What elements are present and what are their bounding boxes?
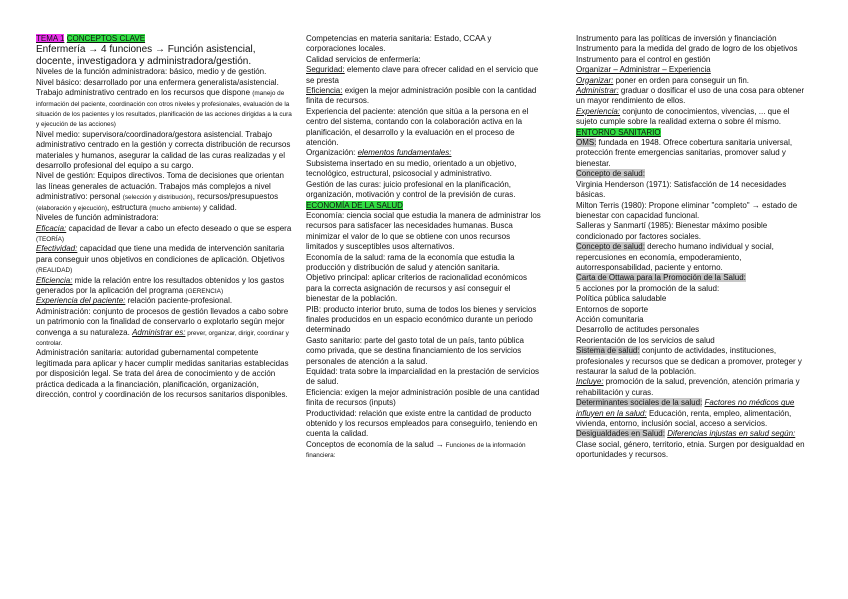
list-item-efectividad xyxy=(36,244,294,275)
nivel-gestion-mid-2: , estructura xyxy=(107,202,148,212)
list-item-terris: • Milton Terris (1980): Propone eliminar "completo" → estado de bienestar con capacidad funcional. xyxy=(576,201,812,222)
organizacion-text: Subsistema insertado en su medio, orientado a un objetivo, tecnológico, estructural, psicosocial y administrativo. xyxy=(306,158,517,179)
enfermeria-para: Enfermería → 4 funciones → Función asistencial, docente, investigadora y administradora/gestión. xyxy=(36,44,256,67)
list-item-instrumento-3: - Instrumento para el control en gestión xyxy=(576,55,812,65)
conceptos-para xyxy=(306,440,542,461)
productividad-para: Productividad: relación que existe entre la cantidad de producto obtenido y los recursos empleados para conseguirlo, teniendo en cuenta la calidad. xyxy=(306,408,538,439)
list-item-accion-4: - Desarrollo de actitudes personales xyxy=(576,325,812,335)
seguridad-label: Seguridad: xyxy=(306,65,345,75)
list-item-eficiencia xyxy=(306,86,542,107)
equidad-para: Equidad: trata sobre la imparcialidad en la prestación de servicios de salud. xyxy=(306,367,540,387)
organizacion-para xyxy=(306,148,542,179)
column-middle xyxy=(306,34,542,461)
determinantes-label: Determinantes sociales de la salud: xyxy=(576,398,703,408)
eficiencia2-para: Eficiencia: exigen la mejor administración posible de una cantidad finita de recursos (inputs) xyxy=(306,387,540,408)
administracion-para xyxy=(36,307,294,349)
column-left xyxy=(36,34,294,400)
gasto-para: Gasto sanitario: parte del gasto total de un país, tanto pública como privada, que se destina financiamiento de los servicios personales de atención a la salud. xyxy=(306,335,524,366)
admin-sanitaria-para: Administración sanitaria: autoridad gubernamental competente legitimada para aplicar y hacer cumplir medidas sanitarias establecidas por disposición legal. Se trata del área de conocimiento y de acción práctica dedicada a la financiación, planificación, organización, dirección, control y coordinación de los recursos sanitarios disponibles. xyxy=(36,348,289,399)
list-item-accion-2: - Entornos de soporte xyxy=(576,305,812,315)
experiencia-label: Experiencia: xyxy=(576,106,621,116)
entorno-title: ENTORNO SANITARIO xyxy=(576,127,661,137)
concepto-salud2-para xyxy=(576,242,812,273)
list-item-experiencia xyxy=(36,296,294,306)
tema-label: TEMA 1 xyxy=(36,34,65,43)
nivel-medio-para: Nivel medio: supervisora/coordinadora/gestora asistencial. Trabajo administrativo centrado en la gestión y correcta distribución de recursos materiales y humanos, asegurar la calidad de las curas realizadas y el desarrollo profesional del equipo a su cargo. xyxy=(36,129,291,171)
pib-para: PIB: producto interior bruto, suma de todos los bienes y servicios finales producidos en un espacio económico durante un periodo determinado xyxy=(306,304,537,335)
economia-para: Economía: ciencia social que estudia la manera de administrar los recursos para satisfacer las necesidades humanas. Busca minimizar el valor de lo que se obtiene con unos recursos limitados y susceptibles usos alternativos. xyxy=(306,210,541,252)
sistema-para xyxy=(576,346,812,377)
determinantes-para xyxy=(576,398,812,429)
incluye-text: promoción de la salud, prevención, atención primaria y rehabilitación y curas. xyxy=(576,377,800,397)
list-item-salleras: • Salleras y Sanmartí (1985): Bienestar máximo posible condicionado por factores sociales. xyxy=(576,221,812,242)
desigualdades-para xyxy=(576,429,812,460)
nivel-gestion-detail-1: (selección y distribución) xyxy=(122,194,193,202)
desigualdades-sub: Diferencias injustas en salud según: xyxy=(667,429,796,439)
ottawa-heading xyxy=(576,273,812,283)
nivel-gestion-para xyxy=(36,171,294,213)
list-item-eficiencia xyxy=(36,276,294,297)
administrar-label: Administrar es: xyxy=(132,327,186,337)
oms-para xyxy=(576,138,812,169)
concepto-salud2-label: Concepto de salud: xyxy=(576,242,645,252)
oae-heading: Organizar – Administrar – Experiencia xyxy=(576,65,711,75)
nivel-gestion-detail-3: (mucho ambiente) xyxy=(149,204,201,212)
niveles-intro: Niveles de la función administradora: básico, medio y de gestión. xyxy=(36,67,267,77)
list-item-accion-3: - Acción comunitaria xyxy=(576,315,812,325)
eficiencia-text: exigen la mejor administración posible con la cantidad finita de recursos. xyxy=(306,86,537,106)
organizar-text: poner en orden para conseguir un fin. xyxy=(613,75,750,85)
desigualdades-text: Clase social, género, territorio, etnia. Surgen por desigualdad en oportunidades y recursos. xyxy=(576,439,805,460)
economia-heading xyxy=(306,201,542,211)
seguridad-text: elemento clave para ofrecer calidad en el servicio que se presta xyxy=(306,65,539,85)
conceptos-detail: Funciones de la información financiera: xyxy=(306,441,526,460)
organizacion-sub: elementos fundamentales: xyxy=(357,148,452,158)
list-item-instrumento-2: - Instrumento para la medida del grado de logro de los objetivos xyxy=(576,44,812,54)
administrar-detail: prever, organizar, dirigir, coordinar y controlar. xyxy=(36,329,289,347)
administracion-text: Administración: conjunto de procesos de gestión llevados a cabo sobre un patrimonio con la finalidad de conservarlo o explotarlo según mejor convenga a su naturaleza. xyxy=(36,306,289,337)
gestion-curas-para: Gestión de las curas: juicio profesional en la planificación, organización, motivación y control de la previsión de curas. xyxy=(306,179,516,200)
conceptos-text: Conceptos de economía de la salud → xyxy=(306,439,444,449)
list-item-seguridad xyxy=(306,65,542,86)
conceptos-clave-title: CONCEPTOS CLAVE xyxy=(66,34,146,43)
administrar-para xyxy=(576,86,812,107)
nivel-gestion-mid: , recursos/presupuestos xyxy=(192,192,279,202)
list-item-accion-5: - Reorientación de los servicios de salud xyxy=(576,336,812,346)
economia-salud-para: Economía de la salud: rama de la economía que estudia la producción y distribución de salud y atención sanitaria. xyxy=(306,252,515,272)
list-item-henderson: • Virginia Henderson (1971): Satisfacción de 14 necesidades básicas. xyxy=(576,180,812,201)
nivel-basico-text: Nivel básico: desarrollado por una enfermera generalista/asistencial. Trabajo administrativo centrado en los recursos que dispone xyxy=(36,77,279,98)
incluye-para xyxy=(576,377,812,398)
administrar-label: Administrar: xyxy=(576,86,619,96)
list-item-experiencia: - Experiencia del paciente: atención que sitúa a la persona en el centro del sistema, contando con la colaboración activa en la planificación, el desarrollo y la evaluación en el proceso de atención. xyxy=(306,107,542,149)
nivel-basico-para xyxy=(36,78,294,130)
determinantes-text: Educación, renta, empleo, alimentación, vivienda, entorno, inclusión social, acceso a servicios. xyxy=(576,408,792,429)
eficiencia-label: Eficiencia: xyxy=(306,86,343,96)
sistema-text: conjunto de actividades, instituciones, profesionales y recursos que se dedican a promover, proteger y restaurar la salud de la población. xyxy=(576,346,802,376)
efectividad-text: capacidad que tiene una medida de intervención sanitaria para conseguir unos objetivos en condiciones de aplicación. Objetivos xyxy=(36,244,285,264)
organizar-para xyxy=(576,76,812,86)
nivel-gestion-end: y calidad. xyxy=(200,202,237,212)
ottawa-text: 5 acciones por la promoción de la salud: xyxy=(576,283,720,293)
list-item-eficacia xyxy=(36,224,294,245)
title-line xyxy=(36,34,294,44)
nivel-basico-detail: (manejo de información del paciente, coordinación con otros niveles y profesionales, evaluación de la situación de los pacientes y los resultados, planificación de las acciones dirigidas a la cura y ejecución de las acciones) xyxy=(36,90,292,129)
sistema-label: Sistema de salud: xyxy=(576,346,640,356)
experiencia-label: Experiencia del paciente: xyxy=(36,296,126,306)
economia-title: ECONOMÍA DE LA SALUD xyxy=(306,200,403,210)
list-item-instrumento-1: - Instrumento para las políticas de inversión y financiación xyxy=(576,34,812,44)
calidad-heading: Calidad servicios de enfermería: xyxy=(306,54,421,64)
desigualdades-label: Desigualdades en Salud: xyxy=(576,429,665,439)
organizacion-label: Organización: xyxy=(306,148,356,158)
experiencia-para xyxy=(576,107,812,128)
eficacia-note: (TEORÍA) xyxy=(36,235,65,243)
incluye-label: Incluye: xyxy=(576,377,604,387)
efectividad-note: (REALIDAD) xyxy=(36,267,73,275)
experiencia-text: conjunto de conocimientos, vivencias, ... que el sujeto cumple sobre la realidad externa o sobre él mismo. xyxy=(576,106,790,127)
competencias-para: Competencias en materia sanitaria: Estado, CCAA y corporaciones locales. xyxy=(306,34,492,54)
list-item-accion-1: - Política pública saludable xyxy=(576,294,812,304)
experiencia-text: relación paciente-profesional. xyxy=(125,296,233,306)
oms-text: fundada en 1948. Ofrece cobertura sanitaria universal, protección frente emergencias sanitarias, promover salud y bienestar. xyxy=(576,138,793,168)
column-right xyxy=(576,34,812,461)
organizar-label: Organizar: xyxy=(576,75,614,85)
efectividad-label: Efectividad: xyxy=(36,244,78,254)
objetivo-para: Objetivo principal: aplicar criterios de racionalidad económicos para la correcta asignación de recursos y así conseguir el bienestar de la población. xyxy=(306,273,527,304)
oms-label: OMS: xyxy=(576,138,597,148)
concepto-salud-label: Concepto de salud: xyxy=(576,169,645,179)
ottawa-label: Carta de Ottawa para la Promoción de la Salud: xyxy=(576,273,746,283)
administrar-text: graduar o dosificar el uso de una cosa para obtener un mayor rendimiento de ellos. xyxy=(576,86,805,106)
nivel-gestion-text: Nivel de gestión: Equipos directivos. Toma de decisiones que orientan las líneas generales de actuación. Trabajos más complejos a nivel administrativo: personal xyxy=(36,171,284,202)
eficiencia-note: (GERENCIA) xyxy=(185,287,224,295)
eficiencia-text: mide la relación entre los resultados obtenidos y los gastos generados por la aplicación del programa xyxy=(36,275,285,295)
nivel-gestion-detail-2: (elaboración y ejecución) xyxy=(36,204,108,212)
concepto-salud2-text: derecho humano individual y social, repercusiones en economía, empoderamiento, autorresponsabilidad, paciente y entorno. xyxy=(576,242,774,272)
determinantes-sub: Factores no médicos que influyen en la salud: xyxy=(576,398,795,418)
niveles-funcion-heading: Niveles de función administradora: xyxy=(36,213,159,223)
concepto-salud-heading xyxy=(576,169,812,179)
entorno-heading xyxy=(576,128,812,138)
eficacia-label: Eficacia: xyxy=(36,223,67,233)
eficiencia-label: Eficiencia: xyxy=(36,275,73,285)
eficacia-text: capacidad de llevar a cabo un efecto deseado o que se espera xyxy=(66,223,292,233)
